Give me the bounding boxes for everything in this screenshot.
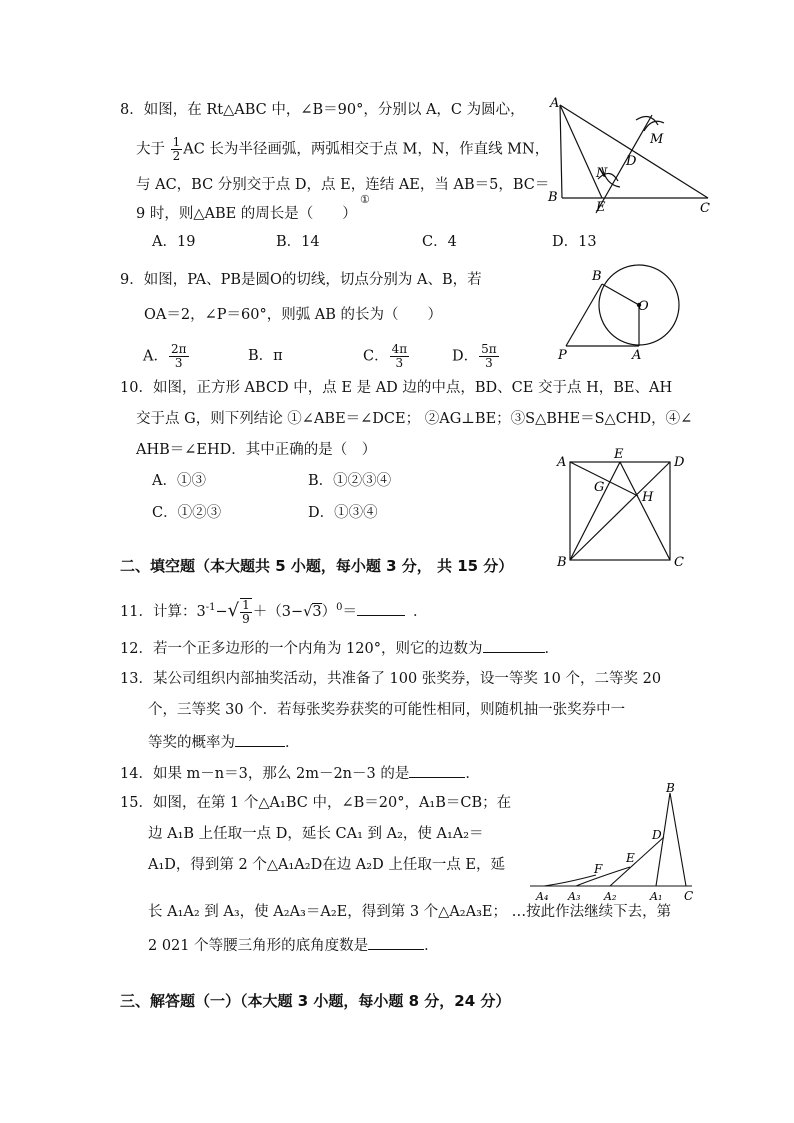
q8-side-ab bbox=[560, 105, 562, 198]
q9-figure bbox=[552, 262, 687, 362]
q8-text-line2a: 大于 bbox=[136, 141, 170, 158]
q8-label-d: D bbox=[626, 154, 637, 169]
q10-option-d[interactable]: D．①③④ bbox=[308, 505, 378, 521]
q11-text-b: − bbox=[215, 604, 228, 620]
q10-text-line1: 如图，正方形 ABCD 中，点 E 是 AD 边的中点，BD、CE 交于点 H，BE、AH bbox=[152, 380, 673, 396]
q11-text-a: 计算：3 bbox=[152, 604, 206, 620]
q11-sup2: 0 bbox=[336, 602, 343, 614]
q14-tail: ． bbox=[465, 766, 480, 782]
q12-text: 若一个正多边形的一个内角为 120°，则它的边数为 bbox=[152, 641, 483, 657]
q15-label-d: D bbox=[652, 828, 662, 842]
q11-sqrt3-arg: 3 bbox=[312, 604, 322, 620]
q9-option-d-frac bbox=[479, 343, 499, 370]
q12-tail: ． bbox=[544, 641, 559, 657]
section2-heading: 二、填空题（本大题共 5 小题，每小题 3 分， 共 15 分） bbox=[120, 557, 514, 575]
q8-text-line2b: AC 长为半径画弧，两弧相交于点 M，N，作直线 MN， bbox=[183, 141, 550, 158]
q15-line-a3e bbox=[576, 867, 630, 886]
q11-sqrt-frac bbox=[240, 598, 252, 626]
q10-label-h: H bbox=[642, 490, 654, 505]
q8-circle-mark: ① bbox=[360, 193, 370, 206]
q12-answer-blank[interactable] bbox=[483, 637, 545, 653]
q8-option-c[interactable]: C．4 bbox=[422, 234, 457, 250]
q11-number: 11． bbox=[120, 604, 153, 620]
q11-tail: ． bbox=[412, 604, 428, 620]
q14-number: 14． bbox=[120, 766, 153, 782]
q8-line3 bbox=[136, 175, 549, 195]
q11-sup1: -1 bbox=[205, 602, 216, 614]
q13-text-line1: 某公司组织内部抽奖活动，共准备了 100 张奖券，设一等奖 10 个，二等奖 20 bbox=[152, 671, 662, 687]
q9-option-a-frac bbox=[169, 343, 189, 370]
q10-figure bbox=[552, 446, 692, 574]
q8-text-line1: 如图，在 Rt△ABC 中，∠B＝90°，分别以 A，C 为圆心， bbox=[143, 102, 525, 118]
q15-line-a4f bbox=[544, 875, 596, 886]
q9-option-c[interactable] bbox=[363, 343, 410, 370]
q9-label-a: A bbox=[632, 348, 642, 362]
q10-diagonal-bd bbox=[570, 462, 670, 560]
q15-label-f: F bbox=[594, 862, 603, 876]
q13-text-line2: 个，三等奖 30 个．若每张奖券获奖的可能性相同，则随机抽一张奖券中一 bbox=[148, 702, 626, 718]
q10-option-b[interactable]: B．①②③④ bbox=[308, 473, 392, 489]
q13-tail: ． bbox=[285, 735, 300, 751]
q15-label-a4: A₄ bbox=[536, 890, 549, 903]
q15-line5 bbox=[148, 934, 439, 956]
q9-line2 bbox=[144, 305, 442, 325]
q15-side-bc bbox=[670, 793, 686, 886]
q9-option-c-label: C． bbox=[363, 348, 389, 365]
q10-label-g: G bbox=[594, 480, 605, 495]
q10-label-b: B bbox=[557, 555, 567, 570]
q13-line1 bbox=[120, 669, 661, 689]
q8-line1 bbox=[120, 100, 525, 120]
q9-c-den: 3 bbox=[395, 356, 404, 370]
q8-label-b: B bbox=[548, 190, 558, 205]
q15-text-line2: 边 A₁B 上任取一点 D，延长 CA₁ 到 A₂，使 A₁A₂＝ bbox=[148, 826, 484, 842]
q13-line2 bbox=[148, 700, 625, 720]
q15-text-line5: 2 021 个等腰三角形的底角度数是 bbox=[148, 938, 369, 954]
q15-label-e: E bbox=[626, 851, 635, 865]
q11-frac-num: 1 bbox=[242, 598, 250, 612]
q9-label-o: O bbox=[638, 299, 649, 314]
q15-number: 15． bbox=[120, 795, 153, 811]
q8-option-a[interactable]: A．19 bbox=[152, 234, 196, 250]
q15-line3 bbox=[148, 855, 505, 875]
q15-line4 bbox=[148, 902, 671, 922]
q9-tangent-pb bbox=[566, 284, 602, 346]
q11-sqrt bbox=[228, 598, 253, 626]
q15-text-line4: 长 A₁A₂ 到 A₃，使 A₂A₃＝A₂E，得到第 3 个△A₂A₃E； …按此作法继续下去，第 bbox=[148, 904, 672, 920]
q10-option-a[interactable]: A．①③ bbox=[152, 473, 206, 489]
q8-number: 8． bbox=[120, 102, 144, 118]
q8-option-b[interactable]: B．14 bbox=[276, 234, 320, 250]
q8-label-c: C bbox=[700, 201, 710, 216]
q8-fraction bbox=[171, 136, 183, 163]
q9-label-b: B bbox=[592, 269, 602, 284]
q15-text-line1: 如图，在第 1 个△A₁BC 中，∠B＝20°，A₁B＝CB；在 bbox=[152, 795, 512, 811]
q11-sqrt3-sign: √ bbox=[303, 604, 313, 620]
q8-text-line4: 9 时，则△ABE 的周长是（ ） bbox=[136, 206, 357, 222]
q15-figure bbox=[526, 783, 706, 905]
q15-answer-blank[interactable] bbox=[368, 934, 424, 950]
q9-label-p: P bbox=[558, 348, 567, 362]
q9-option-d[interactable] bbox=[452, 343, 500, 370]
q9-line1 bbox=[120, 270, 482, 290]
q13-number: 13． bbox=[120, 671, 153, 687]
q15-label-a3: A₃ bbox=[568, 890, 581, 903]
q8-label-e: E bbox=[596, 200, 606, 215]
q9-option-c-frac bbox=[390, 343, 410, 370]
q8-option-d[interactable]: D．13 bbox=[552, 234, 597, 250]
q11-line bbox=[120, 598, 427, 626]
q10-label-d: D bbox=[674, 455, 685, 470]
q9-option-a-label: A． bbox=[143, 348, 168, 365]
q15-line-a2d bbox=[610, 837, 664, 886]
q8-label-n: N bbox=[596, 166, 608, 181]
q10-number: 10． bbox=[120, 380, 153, 396]
q8-label-m: M bbox=[650, 132, 664, 147]
q8-frac-den: 2 bbox=[172, 149, 181, 163]
q9-a-num: 2π bbox=[170, 342, 187, 356]
q10-line-be bbox=[570, 462, 620, 560]
q10-line1 bbox=[120, 378, 672, 398]
q15-label-a1: A₁ bbox=[650, 890, 663, 903]
q14-answer-blank[interactable] bbox=[409, 762, 465, 778]
q9-d-num: 5π bbox=[481, 342, 497, 356]
q11-answer-blank[interactable] bbox=[357, 600, 405, 616]
q15-line1 bbox=[120, 793, 511, 813]
q8-line4 bbox=[136, 204, 357, 224]
q13-line3 bbox=[148, 731, 300, 753]
q9-c-num: 4π bbox=[391, 342, 408, 356]
q8-figure bbox=[540, 95, 720, 220]
q11-text-c: ＋（3− bbox=[252, 604, 304, 620]
q9-a-den: 3 bbox=[174, 356, 183, 370]
q8-segment-ae bbox=[560, 105, 602, 198]
q9-d-den: 3 bbox=[485, 356, 493, 370]
q13-answer-blank[interactable] bbox=[235, 731, 285, 747]
q15-label-c: C bbox=[684, 889, 694, 903]
q9-text-line1: 如图，PA、PB是圆O的切线，切点分别为 A、B，若 bbox=[143, 272, 482, 288]
q15-tail: ． bbox=[424, 938, 439, 954]
q13-text-line3: 等奖的概率为 bbox=[148, 735, 235, 751]
q11-sqrt-sign: √ bbox=[227, 600, 240, 621]
q10-text-line3: AHB＝∠EHD．其中正确的是（ ） bbox=[136, 442, 377, 458]
q9-option-a[interactable] bbox=[143, 343, 190, 370]
q15-label-b: B bbox=[666, 783, 675, 795]
q10-label-c: C bbox=[674, 555, 684, 570]
q10-label-e: E bbox=[614, 447, 624, 462]
q10-line2 bbox=[136, 409, 692, 429]
q10-line-ce bbox=[620, 462, 670, 560]
q8-text-line3: 与 AC，BC 分别交于点 D，点 E，连结 AE，当 AB＝5，BC＝ bbox=[136, 177, 550, 193]
q9-text-line2: OA＝2，∠P＝60°，则弧 AB 的长为（ ） bbox=[144, 307, 443, 323]
q9-number: 9． bbox=[120, 272, 144, 288]
q11-text-e: ＝ bbox=[342, 604, 357, 620]
q8-label-a: A bbox=[550, 96, 560, 111]
q15-label-a2: A₂ bbox=[604, 890, 617, 903]
q9-radius-ob bbox=[602, 284, 639, 305]
q15-text-line3: A₁D，得到第 2 个△A₁A₂D在边 A₂D 上任取一点 E，延 bbox=[148, 857, 506, 873]
q12-number: 12． bbox=[120, 641, 153, 657]
q14-line bbox=[120, 762, 480, 784]
section3-heading: 三、解答题（一）（本大题 3 小题，每小题 8 分，24 分） bbox=[120, 992, 511, 1010]
q8-line2 bbox=[136, 136, 549, 163]
q8-frac-num: 1 bbox=[172, 135, 181, 149]
q9-option-d-label: D． bbox=[452, 348, 479, 365]
q11-frac-den: 9 bbox=[242, 612, 250, 626]
q8-side-ac bbox=[560, 105, 708, 198]
q14-text: 如果 m－n＝3，那么 2m－2n－3 的是 bbox=[152, 766, 410, 782]
q9-option-b[interactable]: B．π bbox=[248, 348, 283, 364]
q10-text-line2: 交于点 G，则下列结论 ①∠ABE＝∠DCE； ②AG⊥BE；③S△BHE＝S△CHD，④∠ bbox=[136, 411, 693, 427]
q12-line bbox=[120, 637, 559, 659]
q10-option-c[interactable]: C．①②③ bbox=[152, 505, 222, 521]
q15-line2 bbox=[148, 824, 484, 844]
q11-text-d: ） bbox=[321, 604, 337, 620]
q10-label-a: A bbox=[557, 455, 567, 470]
q10-line3 bbox=[136, 440, 376, 460]
